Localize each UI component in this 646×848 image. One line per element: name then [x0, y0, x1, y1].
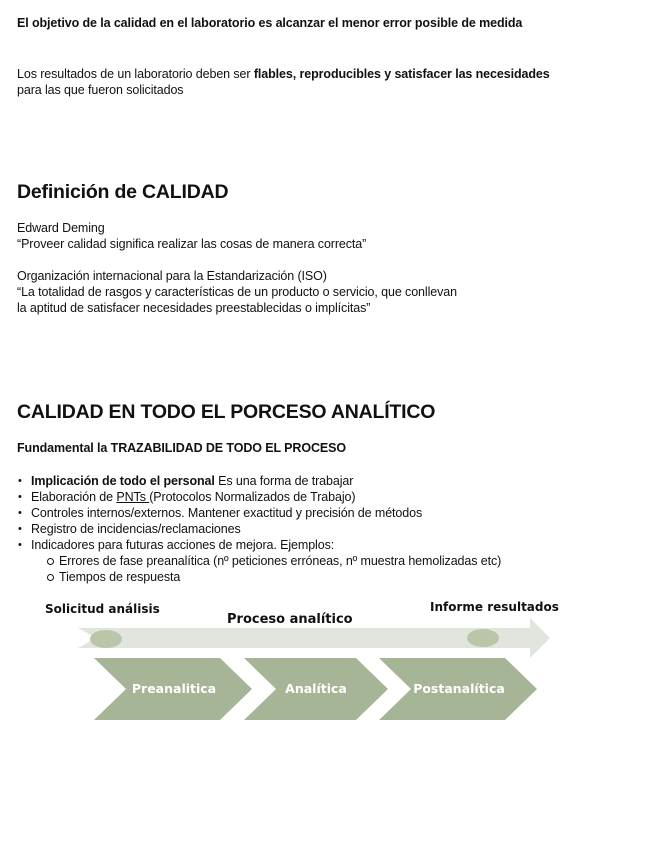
bullet-text: Elaboración de	[31, 490, 117, 504]
author-deming: Edward Deming	[17, 221, 105, 235]
list-item: • Registro de incidencias/reclamaciones	[17, 521, 501, 537]
label-proceso: Proceso analítico	[227, 612, 353, 627]
intro-text-plain: Los resultados de un laboratorio deben ser	[17, 67, 254, 81]
section-title-definicion: Definición de CALIDAD	[17, 181, 229, 203]
start-dot	[90, 630, 122, 648]
label-solicitud: Solicitud análisis	[45, 602, 160, 616]
list-item: • Indicadores para futuras acciones de mejora. Ejemplos:	[17, 537, 501, 553]
intro-paragraph-line1	[17, 67, 550, 81]
section-title-proceso: CALIDAD EN TODO EL PORCESO ANALÍTICO	[17, 401, 436, 423]
label-informe: Informe resultados	[430, 600, 559, 614]
proceso-subtitle: Fundamental la TRAZABILIDAD DE TODO EL PROCESO	[17, 441, 346, 455]
bullet-bold-text: Implicación de todo el personal	[31, 474, 215, 488]
quote-deming: “Proveer calidad significa realizar las cosas de manera correcta”	[17, 237, 367, 251]
list-item	[17, 473, 501, 489]
quote-iso-line2: la aptitud de satisfacer necesidades preestablecidas o implícitas”	[17, 301, 371, 315]
pnts-link[interactable]: PNTs	[116, 490, 150, 504]
list-item	[17, 489, 501, 505]
sub-list-item: Tiempos de respuesta	[17, 569, 501, 585]
stage-label-postanalitica: Postanalítica	[413, 681, 505, 696]
sub-list-item: Errores de fase preanalítica (nº peticiones erróneas, nº muestra hemolizadas etc)	[17, 553, 501, 569]
list-item: • Controles internos/externos. Mantener exactitud y precisión de métodos	[17, 505, 501, 521]
stage-label-analitica: Analítica	[285, 681, 347, 696]
intro-text-bold: flables, reproducibles y satisfacer las necesidades	[253, 67, 550, 81]
bullet-list	[17, 473, 501, 585]
bullet-text: Es una forma de trabajar	[214, 474, 354, 488]
intro-paragraph-line2: para las que fueron solicitados	[17, 83, 184, 97]
author-iso: Organización internacional para la Estandarización (ISO)	[17, 269, 327, 283]
end-dot	[467, 629, 499, 647]
stage-label-preanalitica: Preanalitica	[131, 681, 217, 696]
bullet-text: (Protocolos Normalizados de Trabajo)	[149, 490, 356, 504]
process-diagram	[0, 590, 646, 730]
intro-heading: El objetivo de la calidad en el laboratorio es alcanzar el menor error posible de medida	[17, 16, 523, 30]
quote-iso-line1: “La totalidad de rasgos y características de un producto o servicio, que conllevan	[17, 285, 457, 299]
